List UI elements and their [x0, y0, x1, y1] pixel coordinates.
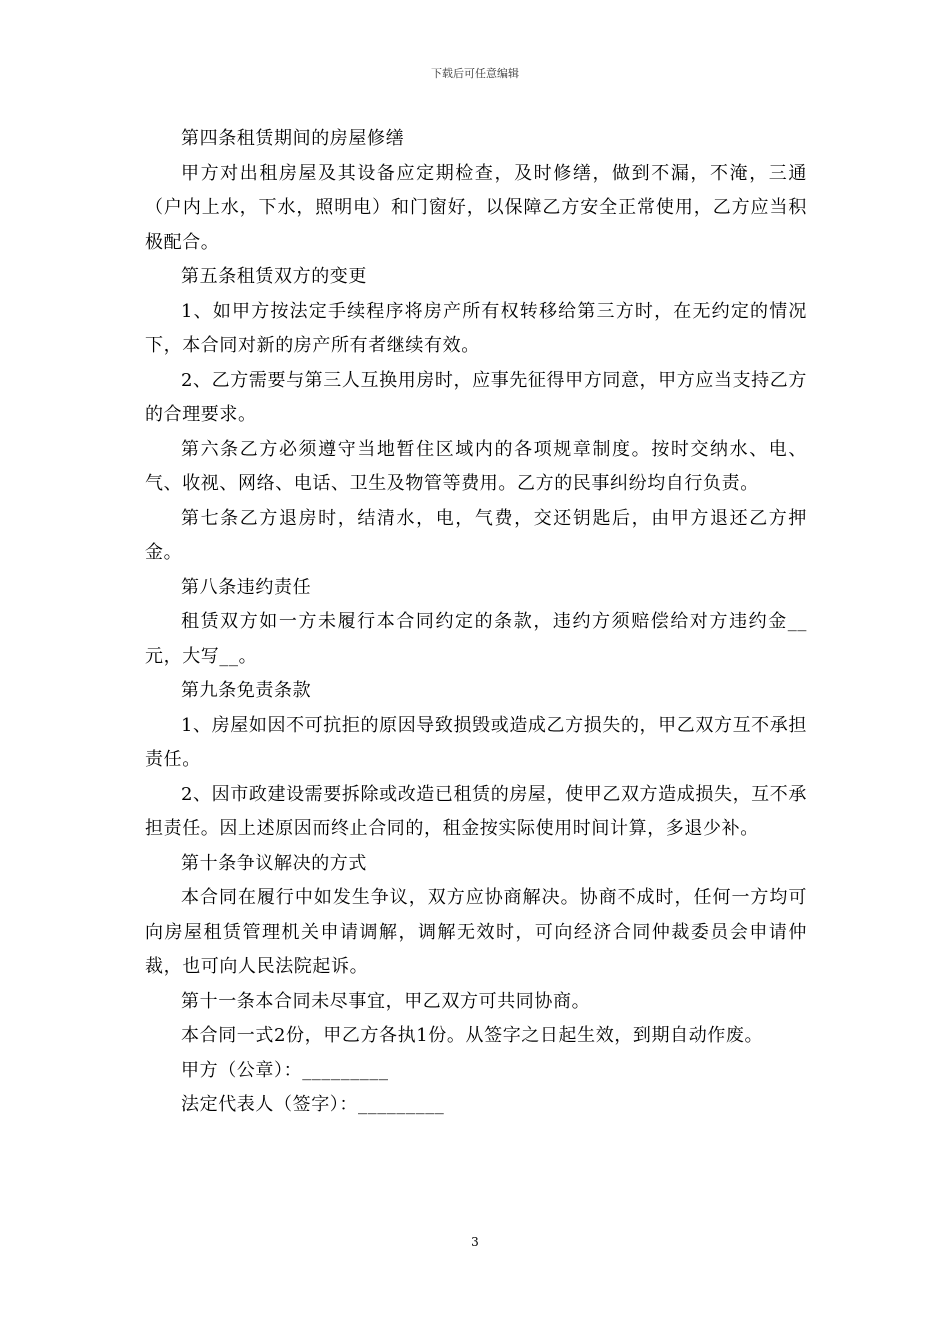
article-4-text: 甲方对出租房屋及其设备应定期检查，及时修缮，做到不漏，不淹，三通（户内上水，下水，照明电）和门窗好，以保障乙方安全正常使用，乙方应当积极配合。 [145, 162, 807, 253]
party-a-seal-line: 甲方（公章）：_________ [181, 1059, 389, 1081]
article-5-item-2: 2、乙方需要与第三人互换用房时，应事先征得甲方同意，甲方应当支持乙方的合理要求。 [145, 369, 807, 425]
legal-representative-signature-line: 法定代表人（签字）：_________ [181, 1094, 445, 1115]
article-9-heading: 第九条免责条款 [181, 680, 312, 701]
page-header-note: 下载后可任意编辑 [431, 67, 519, 80]
article-8-text: 租赁双方如一方未履行本合同约定的条款，违约方须赔偿给对方违约金__元，大写__。 [145, 611, 807, 667]
article-7-text: 第七条乙方退房时，结清水，电，气费，交还钥匙后，由甲方退还乙方押金。 [145, 507, 807, 563]
document-body [145, 122, 807, 1123]
article-5-heading: 第五条租赁双方的变更 [181, 266, 367, 287]
article-4-heading: 第四条租赁期间的房屋修缮 [181, 128, 405, 149]
article-5-item-1: 1、如甲方按法定手续程序将房产所有权转移给第三方时，在无约定的情况下，本合同对新的房产所有者继续有效。 [145, 300, 807, 356]
article-9-item-2: 2、因市政建设需要拆除或改造已租赁的房屋，使甲乙双方造成损失，互不承担责任。因上述原因而终止合同的，租金按实际使用时间计算，多退少补。 [145, 783, 807, 839]
article-6-text: 第六条乙方必须遵守当地暂住区域内的各项规章制度。按时交纳水、电、气、收视、网络、电话、卫生及物管等费用。乙方的民事纠纷均自行负责。 [145, 438, 807, 494]
page-number: 3 [471, 1235, 479, 1249]
article-9-item-1: 1、房屋如因不可抗拒的原因导致损毁或造成乙方损失的，甲乙双方互不承担责任。 [145, 714, 807, 770]
article-11-text: 第十一条本合同未尽事宜，甲乙双方可共同协商。 [181, 990, 591, 1012]
copies-clause: 本合同一式2份，甲乙方各执1份。从签字之日起生效，到期自动作废。 [181, 1025, 764, 1046]
article-10-heading: 第十条争议解决的方式 [181, 852, 367, 874]
article-10-text: 本合同在履行中如发生争议，双方应协商解决。协商不成时，任何一方均可向房屋租赁管理机关申请调解，调解无效时，可向经济合同仲裁委员会申请仲裁，也可向人民法院起诉。 [145, 887, 807, 977]
article-8-heading: 第八条违约责任 [181, 576, 312, 598]
